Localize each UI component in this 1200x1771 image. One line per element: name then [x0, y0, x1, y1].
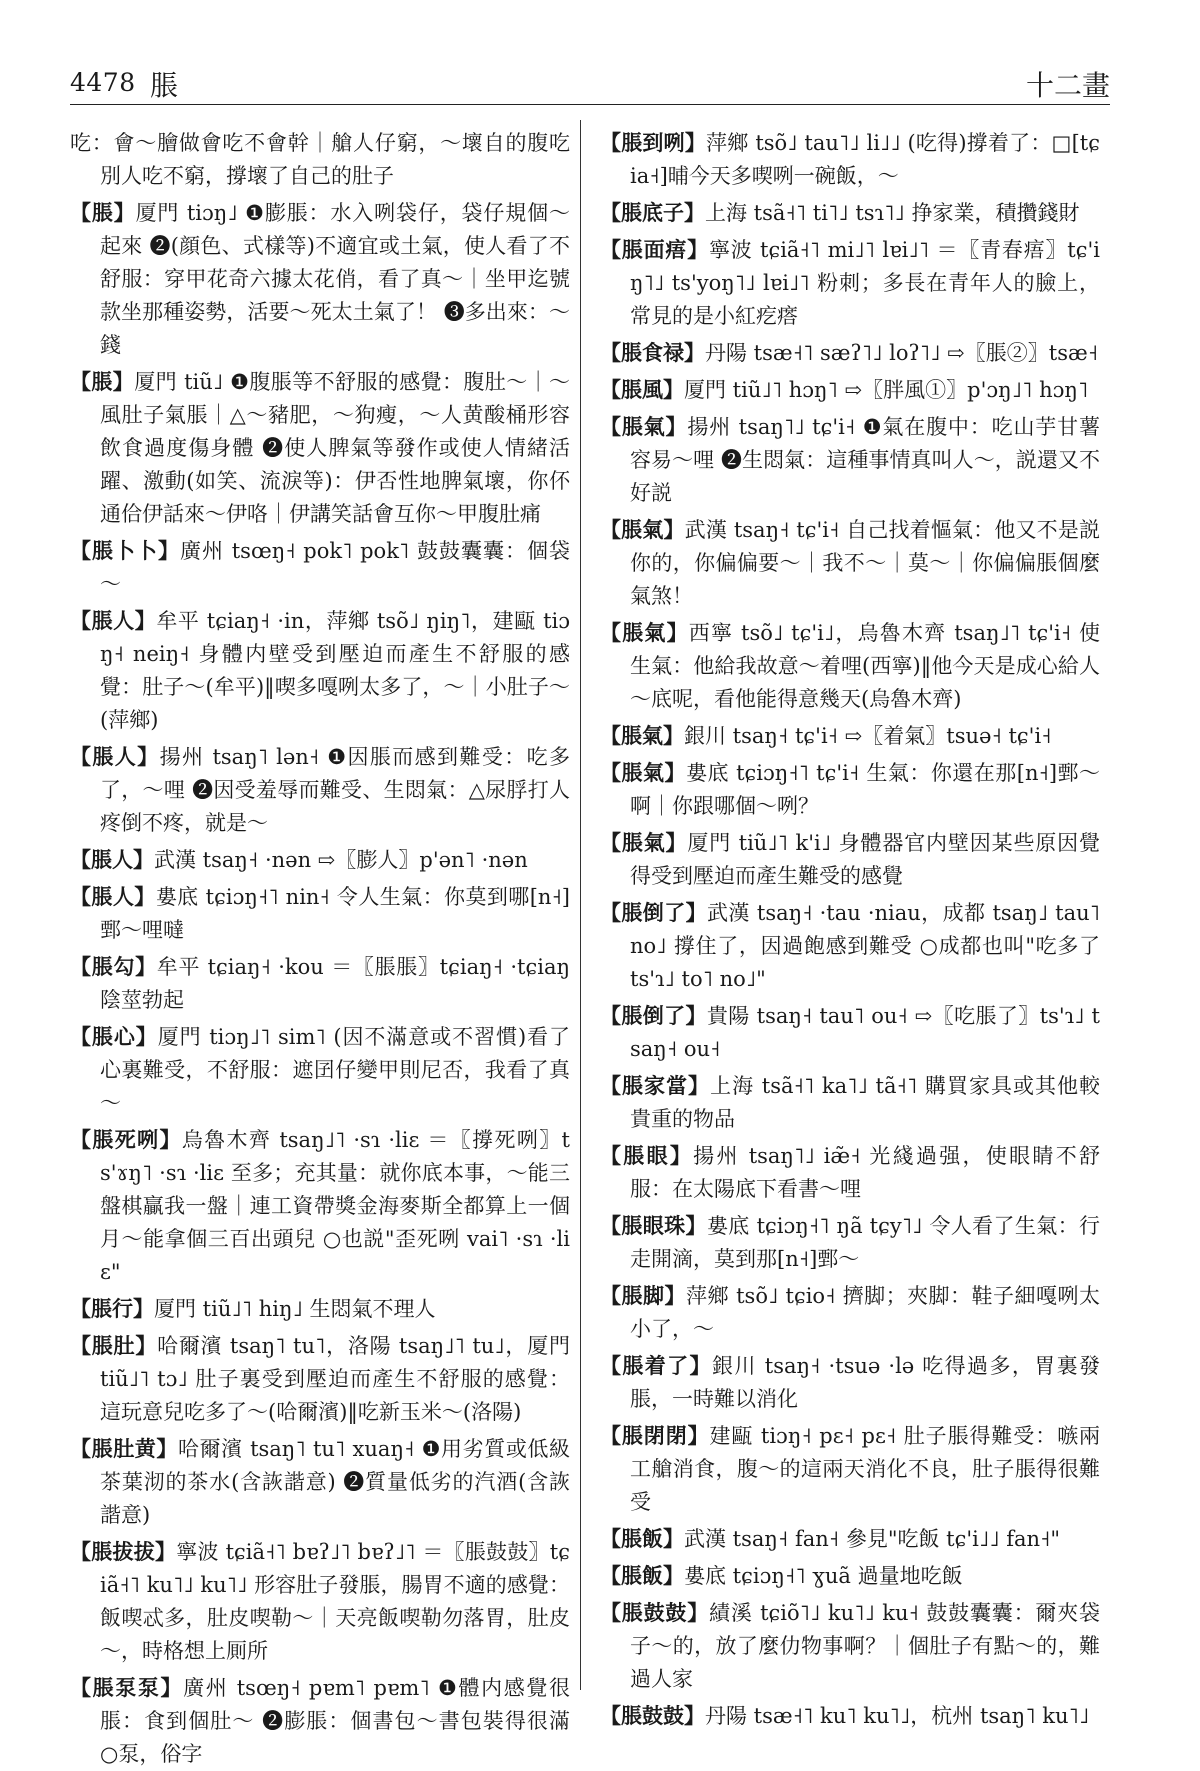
- entry-headword: 【脹風】: [600, 377, 684, 402]
- entry: [70, 534, 570, 601]
- entry: [600, 373, 1100, 407]
- entry-headword: 【脹人】: [70, 608, 157, 633]
- entry-text: 婁底 tɕiɔŋ˧˥ ŋã tɕy˥˩ 令人看了生氣：行走開滴，莫到那[n˧]鄄～: [630, 1214, 1100, 1271]
- entry-text: 厦門 tiũ˩˥ hiŋ˩ 生悶氣不理人: [154, 1297, 436, 1321]
- entry: [600, 1522, 1100, 1556]
- entry-text: 哈爾濱 tsaŋ˥ tu˥，洛陽 tsaŋ˩˥ tu˩，厦門 tiũ˩˥ tɔ˩ 肚子裏受到壓迫而產生不舒服的感覺：這玩意兒吃多了～(哈爾濱)‖吃新玉米～(洛陽): [100, 1334, 570, 1424]
- entry-headword: 【脹勾】: [70, 954, 157, 979]
- entry: [70, 740, 570, 840]
- entry-headword: 【脹氣】: [600, 723, 684, 748]
- entry: [600, 1349, 1100, 1416]
- entry: [70, 880, 570, 947]
- entry: [600, 719, 1100, 753]
- entry-headword: 【脹眼】: [600, 1143, 694, 1168]
- entry-text: 婁底 tɕiɔŋ˧˥ ɣuã 過量地吃飯: [684, 1564, 963, 1588]
- entry-text: 上海 tsã˧˥ ti˥˩ tsɿ˥˩ 挣家業，積攢錢財: [705, 201, 1080, 225]
- entry-headword: 【脹面痦】: [600, 237, 709, 262]
- entry: [70, 1123, 570, 1289]
- entry: [70, 1020, 570, 1120]
- entry-text: 烏魯木齊 tsaŋ˩˥ ·sɿ ·liɛ ＝〖撐死咧〗ts'ɤŋ˥ ·sɿ ·liɛ 至多；充其量：就你底本事，～能三盤棋贏我一盤｜連工資帶獎金海麥斯全都算上一個月～能拿個三百出頭兒 ○也説"歪死咧 vai˥ ·sɿ ·liɛ": [100, 1128, 570, 1284]
- entry-text: 萍鄉 tsõ˩ tɕio˧ 擠脚；夾脚：鞋子細嘎咧太小了，～: [630, 1284, 1100, 1341]
- entry: [70, 1432, 570, 1532]
- entry-text: 西寧 tsõ˩ tɕ'i˩，烏魯木齊 tsaŋ˩˥ tɕ'i˧ 使生氣：他給我故意～着哩(西寧)‖他今天是成心給人～底呢，看他能得意幾天(烏魯木齊): [630, 621, 1100, 711]
- entry-text: 厦門 tiũ˩˥ k'i˩ 身體器官内壁因某些原因覺得受到壓迫而產生難受的感覺: [630, 831, 1100, 888]
- entry: [70, 1535, 570, 1668]
- entry-text: 寧波 tɕiã˧˥ mi˩˥ lɐi˩˥ ＝〖青春痦〗tɕ'iŋ˥˩ ts'yoŋ˥˩ lɐi˩˥ 粉刺；多長在青年人的臉上，常見的是小紅疙瘩: [630, 238, 1100, 328]
- page-header: [70, 62, 1110, 104]
- entry-text: 建甌 tiɔŋ˧ pɛ˧ pɛ˧ 肚子脹得難受：嗾兩工艙消食，腹～的這兩天消化不良，肚子脹得很難受: [630, 1424, 1101, 1514]
- entry-headword: 【脹肚黄】: [70, 1436, 178, 1461]
- entry-headword: 【脹家當】: [600, 1073, 711, 1098]
- entry-headword: 【脹拔拔】: [70, 1539, 177, 1564]
- entry-headword: 【脹到咧】: [600, 130, 707, 155]
- entry-headword: 【脹底子】: [600, 200, 705, 225]
- entry: [70, 843, 570, 877]
- entry: [600, 513, 1100, 613]
- entry-text: 牟平 tɕiaŋ˧ ·kou ＝〖脹脹〗tɕiaŋ˧ ·tɕiaŋ 陰莖勃起: [100, 955, 571, 1012]
- entry: [600, 410, 1100, 510]
- entry-headword: 【脹泵泵】: [70, 1675, 184, 1700]
- entry-text: 揚州 tsaŋ˥ lən˧ ❶因脹而感到難受：吃多了，～哩 ❷因受羞辱而難受、生悶氣：△尿脬打人疼倒不疼，就是～: [100, 745, 571, 835]
- entry: [70, 196, 570, 362]
- entry-headword: 【脹氣】: [600, 830, 688, 855]
- entry-headword: 【脹脚】: [600, 1283, 686, 1308]
- entry-headword: 【脹卜卜】: [70, 538, 181, 563]
- entry-headword: 【脹倒了】: [600, 1003, 707, 1028]
- entry-text: 牟平 tɕiaŋ˧ ·in，萍鄉 tsõ˩ ŋiŋ˥，建甌 tiɔŋ˧ neiŋ˧ 身體内壁受到壓迫而產生不舒服的感覺：肚子～(牟平)‖喫多嘎咧太多了，～｜小肚子～(萍鄉): [100, 609, 570, 732]
- entry: [70, 1329, 570, 1429]
- header-rule: [70, 104, 1110, 105]
- entry-text: 厦門 tiɔŋ˩˥ sim˥ (因不滿意或不習慣)看了心裏難受，不舒服：遮囝仔變甲則尼否，我看了真～: [100, 1025, 570, 1115]
- entry-headword: 【脹氣】: [600, 414, 688, 439]
- entry: [70, 604, 570, 737]
- entry-text: 銀川 tsaŋ˧ ·tsuə ·lə 吃得過多，胃裏發脹，一時難以消化: [630, 1354, 1101, 1411]
- entry: [600, 1596, 1100, 1696]
- entry-text: 寧波 tɕiã˧˥ bɐʔ˩˥ bɐʔ˩˥ ＝〖脹鼓鼓〗tɕiã˧˥ ku˥˩ ku˥˩ 形容肚子發脹，腸胃不適的感覺：飯喫忒多，肚皮喫勒～｜天亮飯喫勒勿落胃，肚皮～，時格想上厠所: [100, 1540, 571, 1663]
- entry-headword: 【脹鼓鼓】: [600, 1703, 705, 1728]
- entry: [600, 1559, 1100, 1593]
- entry-text: 揚州 tsaŋ˥˩ tɕ'i˧ ❶氣在腹中：吃山芋甘薯容易～哩 ❷生悶氣：這種事情真叫人～，説還又不好説: [630, 415, 1101, 505]
- entry-text: 丹陽 tsæ˧˥ sæʔ˥˩ loʔ˥˩ ⇨〖脹②〗tsæ˧: [705, 341, 1099, 365]
- entry: [600, 233, 1100, 333]
- entry: [600, 1069, 1100, 1136]
- entry: [600, 616, 1100, 716]
- entry-headword: 【脹閉閉】: [600, 1423, 710, 1448]
- entry-text: 厦門 tiũ˩˥ hɔŋ˥ ⇨〖胖風①〗p'ɔŋ˩˥ hɔŋ˥: [684, 378, 1089, 402]
- entry-text: 武漢 tsaŋ˧ ·tau ·niau，成都 tsaŋ˩ tau˥ no˩ 撐住了，因過飽感到難受 ○成都也叫"吃多了 ts'ɿ˩ to˥ no˩": [630, 901, 1101, 991]
- entry: [600, 336, 1100, 370]
- entry: [600, 826, 1100, 893]
- entry-text: 銀川 tsaŋ˧ tɕ'i˧ ⇨〖着氣〗tsuə˧ tɕ'i˧: [684, 724, 1052, 748]
- entry: [70, 950, 570, 1017]
- entry-text: 武漢 tsaŋ˧ tɕ'i˧ 自己找着慪氣：他又不是説你的，你偏偏要～｜我不～｜莫～｜你偏偏脹個麼氣煞！: [630, 518, 1100, 608]
- entry: [600, 1419, 1100, 1519]
- entry-headword: 【脹眼珠】: [600, 1213, 707, 1238]
- entry-text: 廣州 tsœŋ˧ pɐm˥ pɐm˥ ❶體内感覺很脹：食到個肚～ ❷膨脹：個書包～書包裝得很滿 ○泵，俗字: [100, 1676, 570, 1766]
- entry-text: 上海 tsã˧˥ ka˥˩ tã˧˥ 購買家具或其他較貴重的物品: [630, 1074, 1100, 1131]
- entry-headword: 【脹死咧】: [70, 1127, 182, 1152]
- entry-headword: 【脹鼓鼓】: [600, 1600, 710, 1625]
- entry: [600, 1209, 1100, 1276]
- entry-text: 武漢 tsaŋ˧ fan˧ 參見"吃飯 tɕ'i˩˩ fan˧": [684, 1527, 1061, 1551]
- entry-headword: 【脹飯】: [600, 1526, 684, 1551]
- entry-headword: 【脹】: [70, 200, 136, 225]
- entry-headword: 【脹人】: [70, 744, 160, 769]
- entry: [70, 1292, 570, 1326]
- entry-text: 績溪 tɕiõ˥˩ ku˥˩ ku˧ 鼓鼓囊囊：爾夾袋子～的，放了麼仂物事啊？｜個肚子有點～的，難過人家: [630, 1601, 1100, 1691]
- entry-headword: 【脹着了】: [600, 1353, 712, 1378]
- entry-text: 武漢 tsaŋ˧ ·nən ⇨〖膨人〗p'ən˥ ·nən: [154, 848, 528, 872]
- entry: [600, 1139, 1100, 1206]
- entry-text: 哈爾濱 tsaŋ˥ tu˥ xuaŋ˧ ❶用劣質或低級茶葉沏的茶水(含詼諧意) ❷質量低劣的汽酒(含詼諧意): [100, 1437, 571, 1527]
- entry: [70, 1671, 570, 1771]
- entry-text: 厦門 tiũ˩ ❶腹脹等不舒服的感覺：腹肚～｜～風肚子氣脹｜△～豬肥，～狗瘦，～人黄酸桶形容飲食過度傷身體 ❷使人脾氣等發作或使人情緒活躍、激動(如笑、流淚等)：伊否性地脾氣壞，你伓通佮伊話來～伊咯｜伊講笑話會互你～甲腹肚痛: [100, 370, 570, 526]
- entry-text: 萍鄉 tsõ˩ tau˥˩ li˩˩ (吃得)撐着了：□[tɕia˧]晡今天多喫咧一碗飯，～: [630, 131, 1100, 188]
- left-column: [70, 126, 571, 1766]
- entry-headword: 【脹行】: [70, 1296, 154, 1321]
- entry-text: 丹陽 tsæ˧˥ ku˥ ku˥˩，杭州 tsaŋ˥ ku˥˩: [705, 1704, 1090, 1728]
- entry-text: 廣州 tsœŋ˧ pok˥ pok˥ 鼓鼓囊囊：個袋～: [100, 539, 570, 596]
- entry: [600, 126, 1100, 193]
- entry-headword: 【脹】: [70, 369, 135, 394]
- entry-headword: 【脹飯】: [600, 1563, 684, 1588]
- entry-text: 吃：會～膾做會吃不會幹｜艙人仔窮，～壞自的腹吃別人吃不窮，撐壞了自己的肚子: [70, 131, 570, 188]
- entry-headword: 【脹倒了】: [600, 900, 708, 925]
- entry-headword: 【脹氣】: [600, 760, 686, 785]
- entry-headword: 【脹氣】: [600, 517, 685, 542]
- entry-text: 厦門 tiɔŋ˩ ❶膨脹：水入咧袋仔，袋仔規個～起來 ❷(顔色、式樣等)不適宜或土氣，使人看了不舒服：穿甲花奇六據太花俏，看了真～｜坐甲迄號款坐那種姿勢，活要～死太土氣了！ ❸多出來：～錢: [100, 201, 570, 357]
- column-divider: [580, 120, 581, 1690]
- right-column: [600, 126, 1101, 1728]
- head-character: 脹: [150, 69, 179, 102]
- entry: [600, 1699, 1100, 1733]
- entry-text: 貴陽 tsaŋ˧ tau˥ ou˧ ⇨〖吃脹了〗ts'ɿ˩ tsaŋ˧ ou˧: [630, 1004, 1100, 1061]
- entry: [70, 126, 570, 193]
- entry-headword: 【脹心】: [70, 1024, 158, 1049]
- entry: [600, 196, 1100, 230]
- page-number: 4478: [70, 68, 136, 97]
- entry-text: 婁底 tɕiɔŋ˧˥ tɕ'i˧ 生氣：你還在那[n˧]鄄～啊｜你跟哪個～咧？: [630, 761, 1100, 818]
- entry-headword: 【脹人】: [70, 847, 154, 872]
- entry: [600, 896, 1100, 996]
- entry-text: 婁底 tɕiɔŋ˧˥ nin˧ 令人生氣：你莫到哪[n˧]鄄～哩噠: [100, 885, 570, 942]
- entry-headword: 【脹氣】: [600, 620, 689, 645]
- entry: [600, 1279, 1100, 1346]
- stroke-section: 十二畫: [1025, 69, 1110, 102]
- entry-headword: 【脹肚】: [70, 1333, 158, 1358]
- entry-headword: 【脹人】: [70, 884, 156, 909]
- entry: [600, 756, 1100, 823]
- entry-headword: 【脹食禄】: [600, 340, 705, 365]
- entry-text: 揚州 tsaŋ˥˩ iæ̃˧ 光綫過强，使眼睛不舒服：在太陽底下看書～哩: [630, 1144, 1101, 1201]
- entry: [600, 999, 1100, 1066]
- entry: [70, 365, 570, 531]
